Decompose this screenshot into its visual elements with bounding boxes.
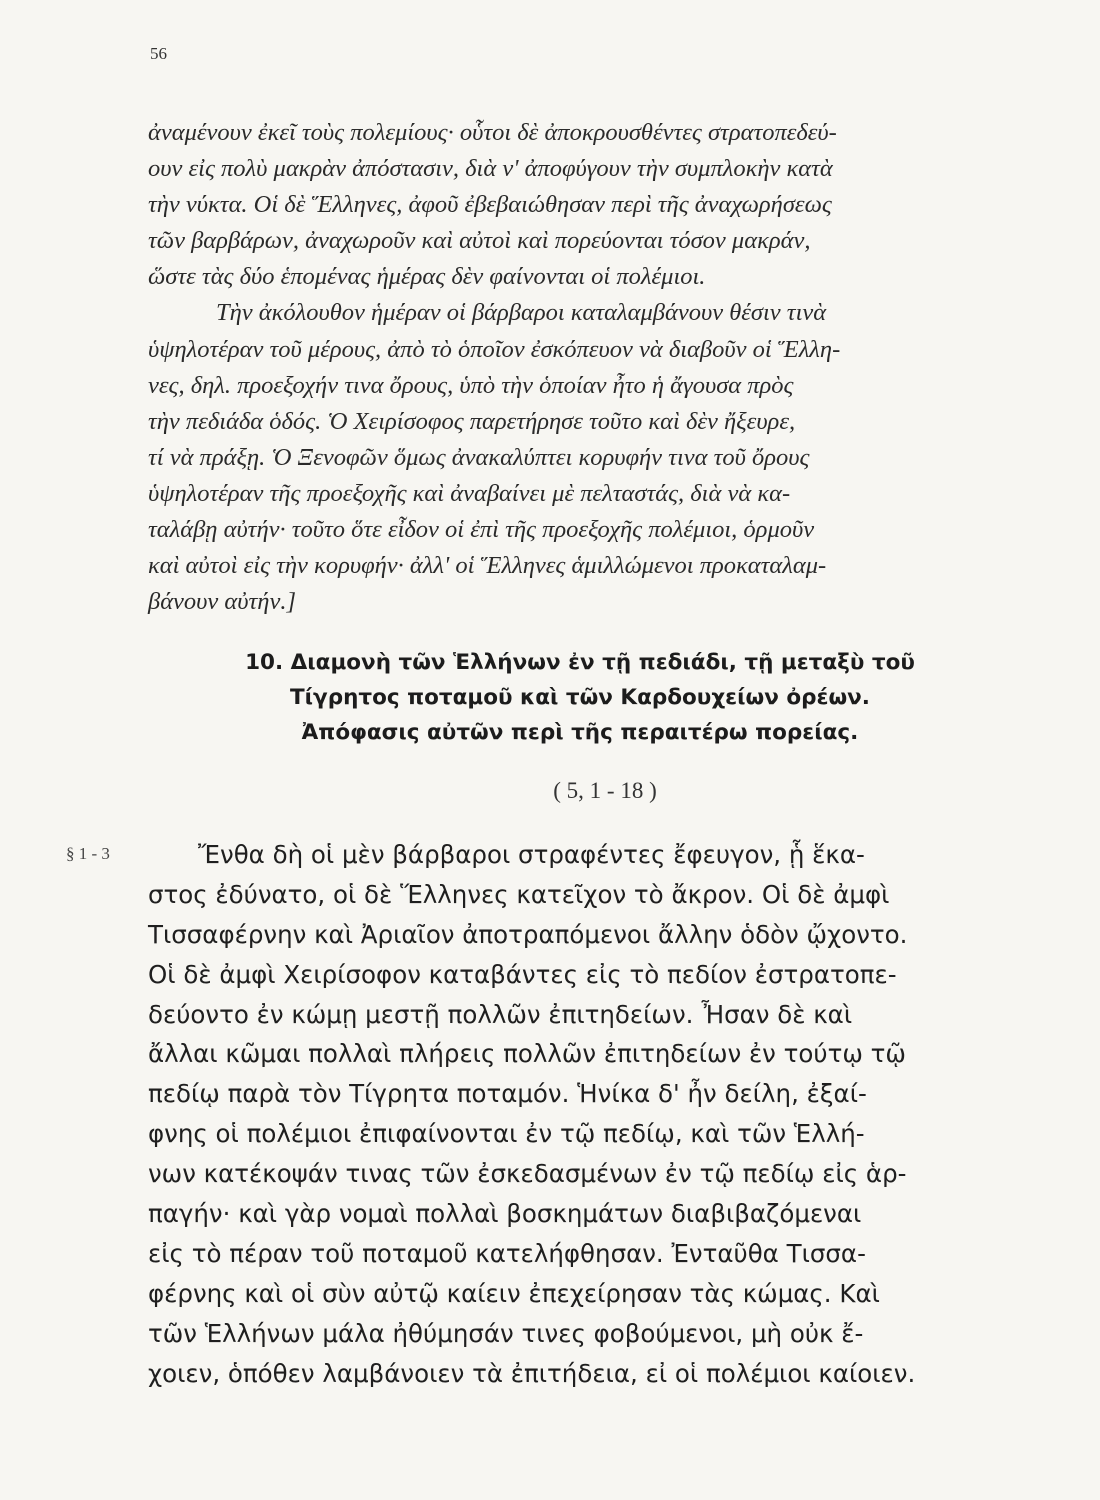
section-reference: ( 5, 1 - 18 ) bbox=[553, 778, 657, 803]
text-line: τῶν βαρβάρων, ἀναχωροῦν καὶ αὐτοὶ καὶ πορεύονται τόσον μακράν, bbox=[148, 227, 811, 255]
text-line: Ἔνθα δὴ οἱ μὲν βάρβαροι στραφέντες ἔφευγον, ᾗ ἕκα- bbox=[198, 840, 865, 869]
heading-line: Ἀπόφασις αὐτῶν περὶ τῆς περαιτέρω πορείας. bbox=[301, 720, 859, 745]
text-line: φνης οἱ πολέμιοι ἐπιφαίνονται ἐν τῷ πεδίῳ, καὶ τῶν Ἑλλή- bbox=[148, 1119, 865, 1149]
heading-line: Τίγρητος ποταμοῦ καὶ τῶν Καρδουχείων ὀρέων. bbox=[290, 685, 870, 710]
text-line: πεδίῳ παρὰ τὸν Τίγρητα ποταμόν. Ἡνίκα δ' ἦν δείλη, ἐξαί- bbox=[148, 1079, 867, 1109]
text-line: ὥστε τὰς δύο ἑπομένας ἡμέρας δὲν φαίνονται οἱ πολέμιοι. bbox=[148, 263, 706, 291]
margin-reference: § 1 - 3 bbox=[66, 844, 110, 863]
text-line: Τισσαφέρνην καὶ Ἀριαῖον ἀποτραπόμενοι ἄλλην ὁδὸν ᾤχοντο. bbox=[148, 919, 908, 949]
text-line: εἰς τὸ πέραν τοῦ ποταμοῦ κατελήφθησαν. Ἐνταῦθα Τισσα- bbox=[148, 1238, 866, 1268]
text-line: τῶν Ἑλλήνων μάλα ἠθύμησάν τινες φοβούμενοι, μὴ οὐκ ἔ- bbox=[148, 1318, 864, 1348]
text-line: ταλάβῃ αὐτήν· τοῦτο ὅτε εἶδον οἱ ἐπὶ τῆς προεξοχῆς πολέμιοι, ὁρμοῦν bbox=[148, 516, 815, 544]
text-line: νες, δηλ. προεξοχήν τινα ὄρους, ὑπὸ τὴν ὁποίαν ἦτο ἡ ἄγουσα πρὸς bbox=[148, 371, 794, 399]
text-line: τὴν πεδιάδα ὁδός. Ὁ Χειρίσοφος παρετήρησε τοῦτο καὶ δὲν ἤξευρε, bbox=[148, 407, 796, 435]
section-heading bbox=[175, 645, 985, 750]
text-line: τί νὰ πράξῃ. Ὁ Ξενοφῶν ὅμως ἀνακαλύπτει κορυφήν τινα τοῦ ὄρους bbox=[148, 443, 810, 471]
greek-text-paragraph bbox=[148, 835, 1048, 1393]
text-line: παγήν· καὶ γὰρ νομαὶ πολλαὶ βοσκημάτων διαβιβαζόμεναι bbox=[148, 1199, 862, 1229]
text-line: βάνουν αὐτήν.] bbox=[148, 588, 296, 616]
text-line: ἄλλαι κῶμαι πολλαὶ πλήρεις πολλῶν ἐπιτηδείων ἐν τούτῳ τῷ bbox=[148, 1039, 906, 1069]
translation-paragraph bbox=[148, 115, 1048, 620]
text-line: δεύοντο ἐν κώμῃ μεστῇ πολλῶν ἐπιτηδείων. Ἦσαν δὲ καὶ bbox=[148, 999, 853, 1029]
heading-line: 10. Διαμονὴ τῶν Ἑλλήνων ἐν τῇ πεδιάδι, τῇ μεταξὺ τοῦ bbox=[245, 650, 915, 675]
text-line: ἀναμένουν ἐκεῖ τοὺς πολεμίους· οὗτοι δὲ ἀποκρουσθέντες στρατοπεδεύ- bbox=[148, 119, 837, 146]
text-line: ουν εἰς πολὺ μακρὰν ἀπόστασιν, διὰ ν' ἀποφύγουν τὴν συμπλοκὴν κατὰ bbox=[148, 155, 833, 183]
text-line: Τὴν ἀκόλουθον ἡμέραν οἱ βάρβαροι καταλαμβάνουν θέσιν τινὰ bbox=[216, 299, 827, 327]
text-line: Οἱ δὲ ἀμφὶ Χειρίσοφον καταβάντες εἰς τὸ πεδίον ἐστρατοπε- bbox=[148, 959, 897, 989]
text-line: στος ἐδύνατο, οἱ δὲ Ἕλληνες κατεῖχον τὸ ἄκρον. Οἱ δὲ ἀμφὶ bbox=[148, 879, 890, 909]
page-number: 56 bbox=[150, 44, 167, 63]
text-line: ὑψηλοτέραν τῆς προεξοχῆς καὶ ἀναβαίνει μὲ πελταστάς, διὰ νὰ κα- bbox=[148, 479, 791, 507]
text-line: νων κατέκοψάν τινας τῶν ἐσκεδασμένων ἐν τῷ πεδίῳ εἰς ἁρ- bbox=[148, 1159, 907, 1189]
text-line: καὶ αὐτοὶ εἰς τὴν κορυφήν· ἀλλ' οἱ Ἕλληνες ἁμιλλώμενοι προκαταλαμ- bbox=[148, 552, 827, 580]
text-line: ὑψηλοτέραν τοῦ μέρους, ἀπὸ τὸ ὁποῖον ἐσκόπευον νὰ διαβοῦν οἱ Ἕλλη- bbox=[148, 335, 841, 363]
text-line: τὴν νύκτα. Οἱ δὲ Ἕλληνες, ἀφοῦ ἐβεβαιώθησαν περὶ τῆς ἀναχωρήσεως bbox=[148, 191, 832, 219]
text-line: φέρνης καὶ οἱ σὺν αὐτῷ καίειν ἐπεχείρησαν τὰς κώμας. Καὶ bbox=[148, 1278, 880, 1308]
text-line: χοιεν, ὁπόθεν λαμβάνοιεν τὰ ἐπιτήδεια, εἰ οἱ πολέμιοι καίοιεν. bbox=[148, 1358, 916, 1388]
